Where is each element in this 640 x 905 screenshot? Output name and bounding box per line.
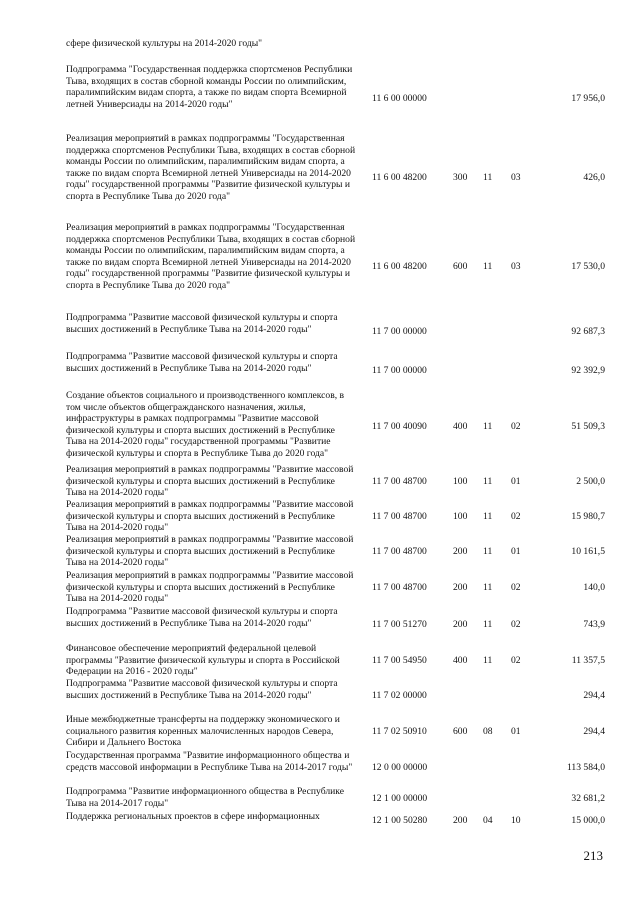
subsection-code: 02 — [511, 618, 521, 630]
subsection-code: 02 — [511, 654, 521, 666]
table-row — [0, 811, 640, 831]
subsection-code: 03 — [511, 261, 521, 273]
subsection-code: 01 — [511, 546, 521, 558]
subsection-code: 01 — [511, 475, 521, 487]
page-number: 213 — [583, 848, 603, 863]
table-row — [0, 351, 640, 390]
table-row — [0, 643, 640, 678]
continued-text-line: сфере физической культуры на 2014-2020 годы" — [66, 38, 263, 49]
table-row — [0, 570, 640, 606]
row-description: Реализация мероприятий в рамках подпрограммы "Развитие массовой физической культуры и спорта высших достижений в Республике Тыва на 2014-2020 годы" — [66, 464, 354, 499]
amount-value: 10 161,5 — [571, 546, 605, 558]
target-article-code: 11 7 00 51270 — [372, 618, 427, 630]
amount-value: 140,0 — [583, 582, 605, 594]
subsection-code: 02 — [511, 421, 521, 433]
section-code: 11 — [483, 582, 493, 594]
amount-value: 294,4 — [583, 690, 605, 702]
table-row — [0, 750, 640, 786]
target-article-code: 11 7 00 48700 — [372, 546, 427, 558]
expense-type-code: 100 — [453, 510, 468, 522]
target-article-code: 11 7 02 00000 — [372, 690, 427, 702]
amount-value: 11 357,5 — [571, 654, 605, 666]
row-description: Иные межбюджетные трансферты на поддержку экономического и социального развития коренных малочисленных народов Севера, Сибири и Дальнего Востока — [66, 714, 340, 749]
table-row — [0, 534, 640, 570]
row-description: Подпрограмма "Развитие массовой физической культуры и спорта высших достижений в Республике Тыва на 2014-2020 годы" — [66, 606, 338, 629]
subsection-code: 10 — [511, 815, 521, 827]
target-article-code: 11 7 00 00000 — [372, 325, 427, 337]
section-code: 11 — [483, 654, 493, 666]
target-article-code: 11 7 00 54950 — [372, 654, 427, 666]
expense-type-code: 300 — [453, 171, 468, 183]
row-description: Создание объектов социального и производственного комплексов, в том числе объектов общегражданского назначения, жилья, инфраструктуры в рамках подпрограммы "Развитие массовой физической культуры и спорта высших достижений в Республике Тыва на 2014-2020 годы" государственной программы "Развитие физической культуры и спорта в Республике Тыва до 2020 года" — [66, 390, 345, 459]
expense-type-code: 200 — [453, 546, 468, 558]
amount-value: 17 530,0 — [571, 261, 605, 273]
target-article-code: 12 0 00 00000 — [372, 762, 428, 774]
row-description: Подпрограмма "Государственная поддержка спортсменов Республики Тыва, входящих в состав сборной команды России по олимпийским, паралимпийским видам спорта, а также по видам спорта Всемирной летней Универсиады на 2014-2020 годы" — [66, 64, 353, 110]
amount-value: 15 000,0 — [571, 815, 605, 827]
table-row — [0, 222, 640, 312]
row-description: Реализация мероприятий в рамках подпрограммы "Развитие массовой физической культуры и спорта высших достижений в Республике Тыва на 2014-2020 годы" — [66, 570, 354, 605]
amount-value: 2 500,0 — [576, 475, 605, 487]
expense-type-code: 600 — [453, 261, 468, 273]
table-row — [0, 390, 640, 464]
amount-value: 92 392,9 — [571, 364, 605, 376]
target-article-code: 12 1 00 00000 — [372, 792, 428, 804]
section-code: 11 — [483, 171, 493, 183]
target-article-code: 11 7 00 00000 — [372, 364, 427, 376]
amount-value: 51 509,3 — [571, 421, 605, 433]
row-description: Реализация мероприятий в рамках подпрограммы "Государственная поддержка спортсменов Республики Тыва, входящих в состав сборной команды России по олимпийским, паралимпийским видам спорта, а также по видам спорта Всемирной летней Универсиады на 2014-2020 годы" государственной программы "Развитие физической культуры и спорта в Республике Тыва до 2020 года" — [66, 133, 356, 202]
expense-type-code: 100 — [453, 475, 468, 487]
table-row — [0, 133, 640, 222]
row-description: Поддержка региональных проектов в сфере информационных — [66, 811, 320, 822]
table-row — [0, 678, 640, 714]
row-description: Подпрограмма "Развитие массовой физической культуры и спорта высших достижений в Республике Тыва на 2014-2020 годы" — [66, 312, 338, 335]
table-row — [0, 499, 640, 534]
amount-value: 32 681,2 — [571, 792, 605, 804]
amount-value: 426,0 — [583, 171, 605, 183]
row-description: Реализация мероприятий в рамках подпрограммы "Развитие массовой физической культуры и спорта высших достижений в Республике Тыва на 2014-2020 годы" — [66, 534, 354, 569]
subsection-code: 02 — [511, 510, 521, 522]
table-row — [0, 606, 640, 643]
subsection-code: 03 — [511, 171, 521, 183]
amount-value: 743,9 — [583, 618, 605, 630]
section-code: 11 — [483, 421, 493, 433]
expense-type-code: 600 — [453, 726, 468, 738]
row-description: Реализация мероприятий в рамках подпрограммы "Развитие массовой физической культуры и спорта высших достижений в Республике Тыва на 2014-2020 годы" — [66, 499, 354, 534]
expense-type-code: 200 — [453, 582, 468, 594]
target-article-code: 12 1 00 50280 — [372, 815, 428, 827]
table-row — [0, 64, 640, 133]
table-row — [0, 464, 640, 499]
amount-value: 15 980,7 — [571, 510, 605, 522]
expense-type-code: 200 — [453, 815, 468, 827]
section-code: 11 — [483, 510, 493, 522]
amount-value: 294,4 — [583, 726, 605, 738]
target-article-code: 11 7 00 40090 — [372, 421, 427, 433]
amount-value: 92 687,3 — [571, 325, 605, 337]
target-article-code: 11 7 00 48700 — [372, 475, 427, 487]
row-description: Реализация мероприятий в рамках подпрограммы "Государственная поддержка спортсменов Республики Тыва, входящих в состав сборной команды России по олимпийским, паралимпийским видам спорта, а также по видам спорта Всемирной летней Универсиады на 2014-2020 годы" государственной программы "Развитие физической культуры и спорта в Республике Тыва до 2020 года" — [66, 222, 356, 291]
row-description: Финансовое обеспечение мероприятий федеральной целевой программы "Развитие физической культуры и спорта в Российской Федерации на 2016 - 2020 годы" — [66, 643, 340, 678]
target-article-code: 11 7 00 48700 — [372, 510, 427, 522]
table-row — [0, 312, 640, 351]
budget-table — [0, 64, 640, 831]
row-description: Подпрограмма "Развитие массовой физической культуры и спорта высших достижений в Республике Тыва на 2014-2020 годы" — [66, 351, 338, 374]
amount-value: 113 584,0 — [566, 762, 605, 774]
section-code: 11 — [483, 475, 493, 487]
table-row — [0, 786, 640, 811]
expense-type-code: 200 — [453, 618, 468, 630]
table-row — [0, 714, 640, 750]
section-code: 11 — [483, 261, 493, 273]
row-description: Государственная программа "Развитие информационного общества и средств массовой информации в Республике Тыва на 2014-2017 годы" — [66, 750, 353, 773]
expense-type-code: 400 — [453, 421, 468, 433]
row-description: Подпрограмма "Развитие массовой физической культуры и спорта высших достижений в Республике Тыва на 2014-2020 годы" — [66, 678, 338, 701]
expense-type-code: 400 — [453, 654, 468, 666]
target-article-code: 11 6 00 48200 — [372, 261, 427, 273]
section-code: 04 — [483, 815, 493, 827]
target-article-code: 11 6 00 00000 — [372, 92, 427, 104]
row-description: Подпрограмма "Развитие информационного общества в Республике Тыва на 2014-2017 годы" — [66, 786, 344, 809]
target-article-code: 11 7 00 48700 — [372, 582, 427, 594]
target-article-code: 11 7 02 50910 — [372, 726, 427, 738]
subsection-code: 01 — [511, 726, 521, 738]
amount-value: 17 956,0 — [571, 92, 605, 104]
subsection-code: 02 — [511, 582, 521, 594]
section-code: 11 — [483, 618, 493, 630]
section-code: 11 — [483, 546, 493, 558]
target-article-code: 11 6 00 48200 — [372, 171, 427, 183]
section-code: 08 — [483, 726, 493, 738]
